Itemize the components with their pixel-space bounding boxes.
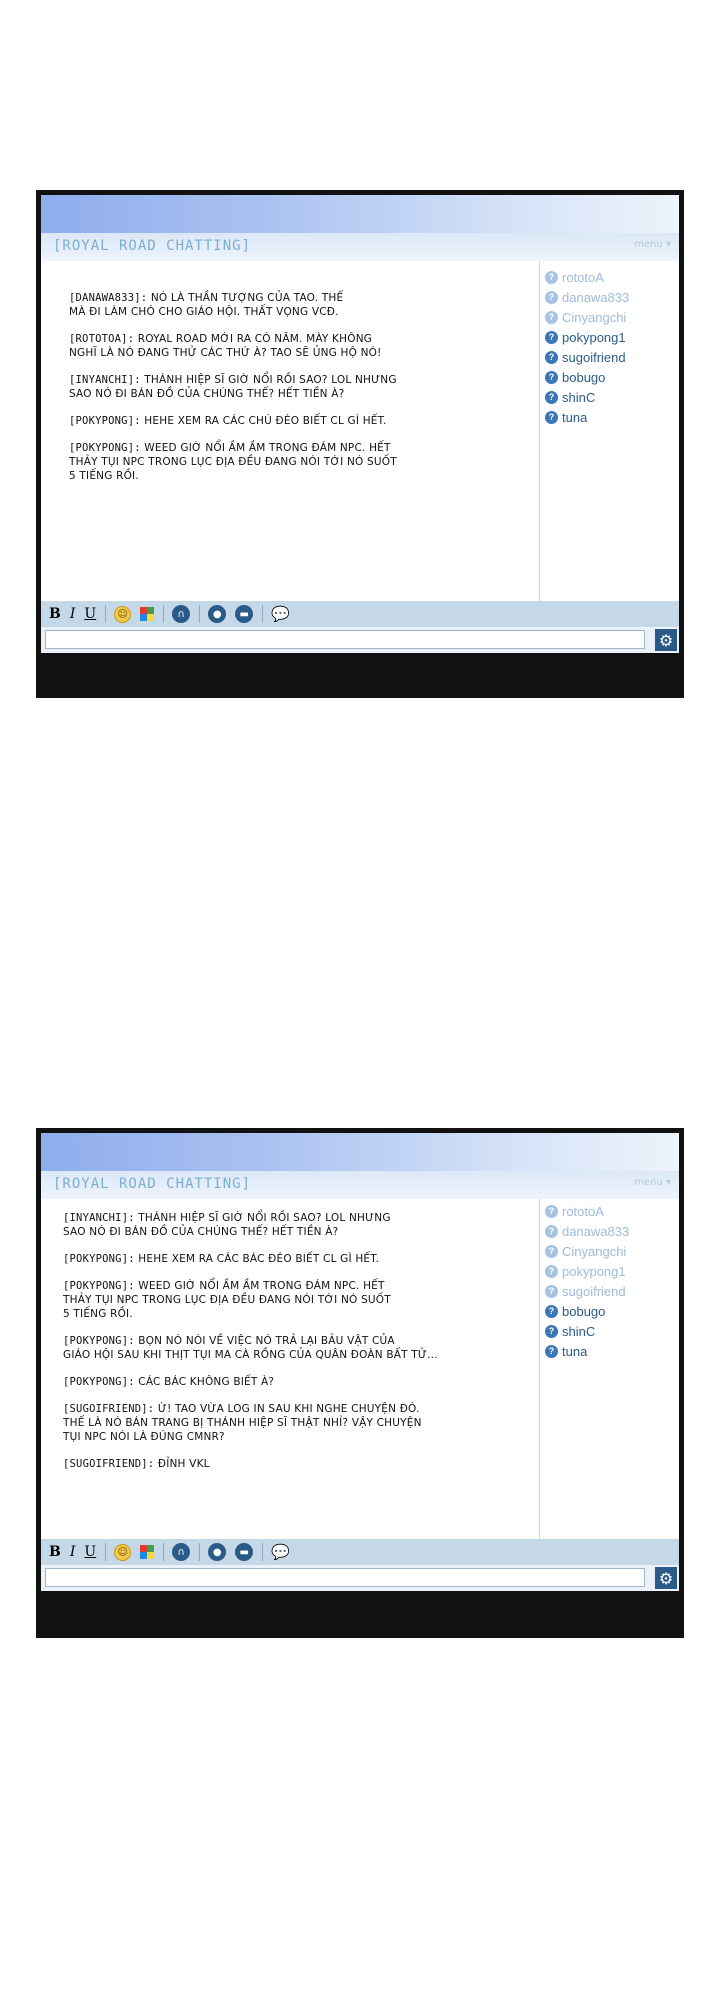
user-name: bobugo <box>562 369 606 385</box>
format-toolbar <box>41 601 679 627</box>
message-text: 5 TIẾNG RỒI. <box>63 1308 133 1320</box>
chat-message <box>63 1211 539 1239</box>
italic-button[interactable]: I <box>69 1544 76 1560</box>
chat-message <box>69 332 539 360</box>
user-status-icon: ? <box>545 1285 558 1298</box>
user-status-icon: ? <box>545 1265 558 1278</box>
user-list <box>545 267 675 427</box>
divider <box>539 1199 540 1539</box>
chat-bubbles-icon[interactable]: 💬 <box>271 1543 290 1561</box>
input-row <box>41 627 679 653</box>
underline-button[interactable]: U <box>84 606 97 622</box>
message-username: [POKYPONG]: <box>69 442 141 454</box>
message-text: THẾ LÀ NÓ BÁN TRANG BỊ THÁNH HIỆP SĨ THẬT NHỈ? VẬY CHUYỆN <box>63 1417 422 1429</box>
user-name: pokypong1 <box>562 1263 626 1279</box>
message-username: [POKYPONG]: <box>69 415 141 427</box>
message-text: WEED GIỜ NỔI ẦM ẦM TRONG ĐÁM NPC. HẾT <box>144 442 391 454</box>
message-username: [SUGOIFRIEND]: <box>63 1403 155 1415</box>
message-text: BỌN NÓ NÓI VỀ VIỆC NÓ TRẢ LẠI BẢU VẬT CỦA <box>138 1335 395 1347</box>
message-username: [INYANCHI]: <box>63 1212 135 1224</box>
message-text: CÁC BÁC KHÔNG BIẾT À? <box>138 1376 275 1388</box>
headset-icon[interactable]: ∩ <box>172 604 190 624</box>
message-text: THÁNH HIỆP SĨ GIỜ NỔI RỒI SAO? LOL NHƯNG <box>144 374 397 386</box>
user-list-item[interactable] <box>545 1321 675 1341</box>
user-status-icon: ? <box>545 1305 558 1318</box>
message-text: SAO NÓ ĐI BÁN ĐỒ CỦA CHÚNG THẾ? HẾT TIỀN À? <box>63 1226 339 1238</box>
message-text: HEHE XEM RA CÁC CHÚ ĐÉO BIẾT CL GÌ HẾT. <box>144 415 387 427</box>
message-username: [POKYPONG]: <box>63 1280 135 1292</box>
header-bar <box>41 1171 679 1199</box>
message-text: HEHE XEM RA CÁC BÁC ĐÉO BIẾT CL GÌ HẾT. <box>138 1253 380 1265</box>
user-name: danawa833 <box>562 1223 630 1239</box>
user-list <box>545 1201 675 1361</box>
user-status-icon: ? <box>545 1345 558 1358</box>
user-name: bobugo <box>562 1303 606 1319</box>
message-text: WEED GIỜ NỔI ẦM ẦM TRONG ĐÁM NPC. HẾT <box>138 1280 385 1292</box>
user-name: danawa833 <box>562 289 630 305</box>
profile-icon[interactable]: ● <box>208 1542 226 1562</box>
message-username: [POKYPONG]: <box>63 1335 135 1347</box>
message-input[interactable] <box>45 1568 645 1587</box>
chat-log <box>41 1199 539 1539</box>
chat-message <box>63 1279 539 1321</box>
user-name: rototoA <box>562 269 604 285</box>
toolbar-separator <box>105 1543 106 1561</box>
user-name: shinC <box>562 389 596 405</box>
user-status-icon: ? <box>545 271 558 284</box>
title-bar <box>41 1133 679 1171</box>
user-list-item[interactable] <box>545 347 675 367</box>
chat-message <box>63 1457 539 1471</box>
chat-window-1 <box>36 190 684 698</box>
user-list-item[interactable] <box>545 367 675 387</box>
user-name: tuna <box>562 1343 588 1359</box>
color-palette-icon[interactable] <box>140 604 154 624</box>
user-list-item[interactable] <box>545 407 675 427</box>
message-text: 5 TIẾNG RỒI. <box>69 470 139 482</box>
message-text: GIÁO HỘI SAU KHI THỊT TỤI MA CÀ RỒNG CỦA QUÂN ĐOÀN BẤT TỬ... <box>63 1349 438 1361</box>
user-status-icon: ? <box>545 311 558 324</box>
toolbar-separator <box>163 1543 164 1561</box>
message-username: [POKYPONG]: <box>63 1253 135 1265</box>
message-input[interactable] <box>45 630 645 649</box>
user-status-icon: ? <box>545 1245 558 1258</box>
user-list-item[interactable] <box>545 1301 675 1321</box>
message-text: NGHĨ LÀ NÓ ĐANG THỬ CÁC THỨ À? TAO SẼ ỦNG HỘ NÓ! <box>69 347 382 359</box>
chat-message <box>69 373 539 401</box>
card-icon[interactable]: ▬ <box>235 1542 253 1562</box>
user-name: Cinyangchi <box>562 1243 627 1259</box>
profile-icon[interactable]: ● <box>208 604 226 624</box>
chat-log <box>41 261 539 601</box>
user-name: Cinyangchi <box>562 309 627 325</box>
toolbar-separator <box>262 605 263 623</box>
user-list-item[interactable] <box>545 1341 675 1361</box>
chat-message <box>63 1334 539 1362</box>
message-text: THẢY TỤI NPC TRONG LỤC ĐỊA ĐỀU ĐANG NÓI TỚI NÓ SUỐT <box>69 456 397 468</box>
user-list-item[interactable] <box>545 1241 675 1261</box>
user-list-item[interactable] <box>545 1281 675 1301</box>
message-text: ROYAL ROAD MỚI RA CÓ NĂM. MÀY KHÔNG <box>137 333 373 345</box>
message-username: [POKYPONG]: <box>63 1376 135 1388</box>
user-name: rototoA <box>562 1203 604 1219</box>
chat-message <box>69 414 539 428</box>
chat-title: [ROYAL ROAD CHATTING] <box>53 238 252 254</box>
chat-title: [ROYAL ROAD CHATTING] <box>53 1176 252 1192</box>
gear-icon[interactable]: ⚙ <box>655 1567 677 1589</box>
underline-button[interactable]: U <box>84 1544 97 1560</box>
user-name: shinC <box>562 1323 596 1339</box>
user-list-item[interactable] <box>545 387 675 407</box>
chat-message <box>69 441 539 483</box>
emoji-icon[interactable]: ☺ <box>114 604 131 624</box>
chat-message <box>63 1375 539 1389</box>
user-list-item[interactable] <box>545 307 675 327</box>
input-row <box>41 1565 679 1591</box>
chat-message <box>63 1402 539 1444</box>
user-status-icon: ? <box>545 411 558 424</box>
toolbar-separator <box>199 605 200 623</box>
header-bar <box>41 233 679 261</box>
color-palette-icon[interactable] <box>140 1542 154 1562</box>
user-status-icon: ? <box>545 331 558 344</box>
menu-button[interactable]: menu ▾ <box>634 239 671 250</box>
user-status-icon: ? <box>545 291 558 304</box>
user-name: sugoifriend <box>562 1283 626 1299</box>
message-text: THẢY TỤI NPC TRONG LỤC ĐỊA ĐỀU ĐANG NÓI TỚI NÓ SUỐT <box>63 1294 391 1306</box>
user-status-icon: ? <box>545 351 558 364</box>
gear-icon[interactable]: ⚙ <box>655 629 677 651</box>
format-toolbar <box>41 1539 679 1565</box>
message-text: ĐỈNH VKL <box>157 1458 210 1470</box>
user-name: sugoifriend <box>562 349 626 365</box>
user-name: tuna <box>562 409 588 425</box>
card-icon[interactable]: ▬ <box>235 604 253 624</box>
user-list-item[interactable] <box>545 267 675 287</box>
toolbar-separator <box>163 605 164 623</box>
divider <box>539 261 540 601</box>
message-username: [SUGOIFRIEND]: <box>63 1458 155 1470</box>
chat-message <box>63 1252 539 1266</box>
user-list-item[interactable] <box>545 1201 675 1221</box>
message-text: NÓ LÀ THẦN TƯỢNG CỦA TAO. THẾ <box>150 292 344 304</box>
bold-button[interactable]: B <box>49 1544 61 1560</box>
message-username: [DANAWA833]: <box>69 292 148 304</box>
title-bar <box>41 195 679 233</box>
message-text: THÁNH HIỆP SĨ GIỜ NỔI RỒI SAO? LOL NHƯNG <box>138 1212 391 1224</box>
user-status-icon: ? <box>545 371 558 384</box>
user-list-item[interactable] <box>545 1261 675 1281</box>
chat-window-2 <box>36 1128 684 1638</box>
emoji-icon[interactable]: ☺ <box>114 1542 131 1562</box>
headset-icon[interactable]: ∩ <box>172 1542 190 1562</box>
user-status-icon: ? <box>545 1205 558 1218</box>
user-name: pokypong1 <box>562 329 626 345</box>
toolbar-separator <box>105 605 106 623</box>
toolbar-separator <box>262 1543 263 1561</box>
chat-panel <box>41 1133 679 1591</box>
user-list-item[interactable] <box>545 287 675 307</box>
message-text: TỤI NPC NÓI LÀ ĐÚNG CMNR? <box>63 1431 225 1443</box>
message-username: [INYANCHI]: <box>69 374 141 386</box>
chat-bubbles-icon[interactable]: 💬 <box>271 605 290 623</box>
bold-button[interactable]: B <box>49 606 61 622</box>
user-status-icon: ? <box>545 1325 558 1338</box>
user-status-icon: ? <box>545 391 558 404</box>
user-list-item[interactable] <box>545 327 675 347</box>
message-text: MÀ ĐI LÀM CHÓ CHO GIÁO HỘI. THẤT VỌNG VCĐ. <box>69 306 339 318</box>
message-text: Ừ! TAO VỪA LOG IN SAU KHI NGHE CHUYỆN ĐÓ. <box>157 1403 420 1415</box>
message-username: [ROTOTOA]: <box>69 333 135 345</box>
user-status-icon: ? <box>545 1225 558 1238</box>
chat-panel <box>41 195 679 653</box>
menu-button[interactable]: menu ▾ <box>634 1177 671 1188</box>
user-list-item[interactable] <box>545 1221 675 1241</box>
toolbar-separator <box>199 1543 200 1561</box>
italic-button[interactable]: I <box>69 606 76 622</box>
chat-message <box>69 291 539 319</box>
message-text: SAO NÓ ĐI BÁN ĐỒ CỦA CHÚNG THẾ? HẾT TIỀN À? <box>69 388 345 400</box>
